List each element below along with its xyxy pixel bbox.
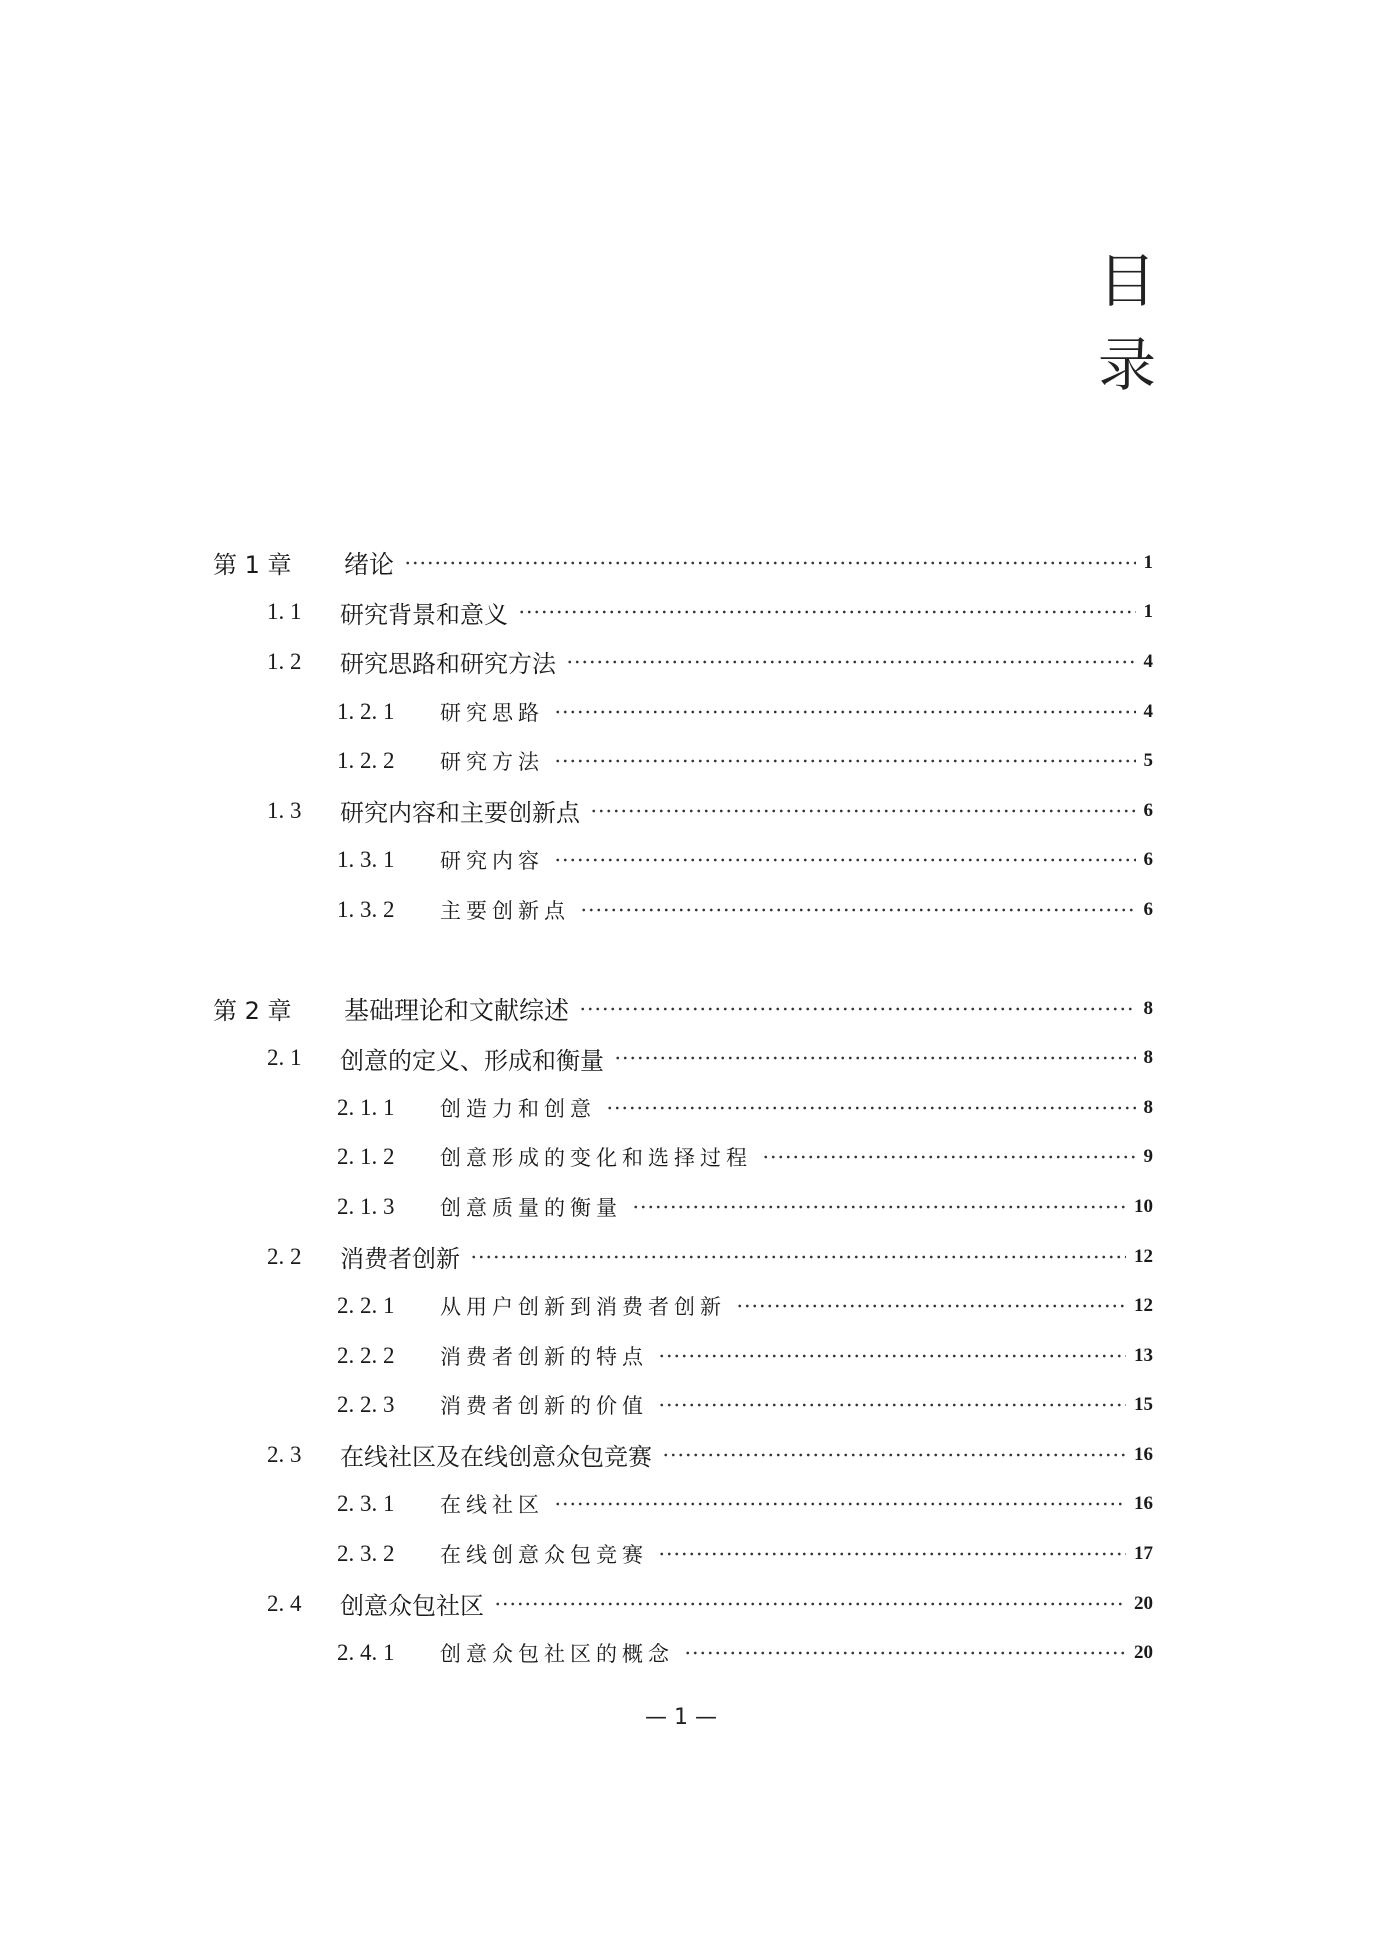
section-number: 1. 2	[267, 648, 302, 674]
toc-section-entry	[213, 588, 1153, 638]
subsection-title: 创造力和创意	[440, 1096, 596, 1121]
dot-leader	[590, 808, 1136, 814]
page-ref: 12	[1134, 1245, 1153, 1267]
subsection-number: 2. 1. 3	[337, 1193, 395, 1219]
subsection-title: 主要创新点	[440, 898, 570, 923]
page-ref: 1	[1143, 601, 1153, 623]
toc-section-entry	[213, 1430, 1153, 1480]
subsection-title: 在线社区	[440, 1493, 544, 1518]
dot-leader	[632, 1204, 1126, 1210]
toc-subsection-entry	[213, 1182, 1153, 1232]
page-ref: 8	[1143, 1096, 1153, 1118]
dot-leader	[658, 1551, 1126, 1557]
subsection-number: 1. 3. 2	[337, 896, 395, 922]
subsection-number: 2. 4. 1	[337, 1640, 395, 1666]
page-ref: 9	[1143, 1146, 1153, 1168]
section-number: 1. 1	[267, 599, 302, 625]
section-number: 2. 1	[267, 1045, 302, 1071]
chapter-title: 绪论	[344, 549, 395, 579]
page-ref: 16	[1134, 1493, 1153, 1515]
dot-leader	[579, 1006, 1135, 1012]
subsection-title: 消费者创新的价值	[440, 1394, 648, 1419]
page-ref: 6	[1143, 799, 1153, 821]
subsection-number: 2. 1. 2	[337, 1144, 395, 1170]
page-ref: 17	[1134, 1543, 1153, 1565]
chapter-label: 第 2 章	[213, 997, 292, 1026]
section-number: 2. 4	[267, 1590, 302, 1616]
section-title: 创意的定义、形成和衡量	[340, 1046, 604, 1075]
section-number: 2. 2	[267, 1243, 302, 1269]
section-title: 消费者创新	[340, 1245, 460, 1274]
page-ref: 13	[1134, 1344, 1153, 1366]
section-title: 创意众包社区	[340, 1592, 484, 1621]
toc-heading-char-1: 目	[1098, 247, 1157, 315]
subsection-title: 创意质量的衡量	[440, 1195, 622, 1220]
subsection-number: 1. 3. 1	[337, 847, 395, 873]
toc-subsection-entry	[213, 687, 1153, 737]
footer-page-number: — 1 —	[645, 1705, 717, 1730]
toc-subsection-entry	[213, 1381, 1153, 1431]
subsection-number: 2. 3. 1	[337, 1491, 395, 1517]
page-ref: 12	[1134, 1295, 1153, 1317]
subsection-title: 消费者创新的特点	[440, 1344, 648, 1369]
page-ref: 8	[1143, 997, 1153, 1019]
page-ref: 4	[1143, 650, 1153, 672]
toc-section-entry	[213, 1579, 1153, 1629]
dot-leader	[554, 857, 1136, 863]
subsection-title: 创意形成的变化和选择过程	[440, 1146, 752, 1171]
dot-leader	[684, 1650, 1126, 1656]
dot-leader	[658, 1402, 1126, 1408]
subsection-number: 2. 2. 3	[337, 1392, 395, 1418]
toc-subsection-entry	[213, 1529, 1153, 1579]
subsection-title: 创意众包社区的概念	[440, 1642, 674, 1667]
subsection-number: 1. 2. 1	[337, 698, 395, 724]
toc-subsection-entry	[213, 736, 1153, 786]
section-number: 2. 3	[267, 1441, 302, 1467]
page-ref: 5	[1143, 750, 1153, 772]
table-of-contents	[213, 538, 1153, 1678]
dot-leader	[518, 609, 1136, 615]
toc-subsection-entry	[213, 1281, 1153, 1331]
section-title: 在线社区及在线创意众包竞赛	[340, 1443, 652, 1472]
page-ref: 6	[1143, 849, 1153, 871]
subsection-number: 2. 2. 1	[337, 1293, 395, 1319]
chapter-label: 第 1 章	[213, 551, 292, 580]
toc-chapter-entry	[213, 984, 1153, 1034]
dot-leader	[554, 1501, 1126, 1507]
section-number: 1. 3	[267, 797, 302, 823]
subsection-title: 研究方法	[440, 750, 544, 775]
dot-leader	[736, 1303, 1126, 1309]
page-ref: 8	[1143, 1047, 1153, 1069]
dot-leader	[658, 1353, 1126, 1359]
toc-section-entry	[213, 637, 1153, 687]
toc-subsection-entry	[213, 1083, 1153, 1133]
toc-chapter-1-block	[213, 538, 1153, 935]
dot-leader	[762, 1154, 1136, 1160]
page-ref: 16	[1134, 1443, 1153, 1465]
page-ref: 4	[1143, 700, 1153, 722]
dot-leader	[580, 907, 1136, 913]
section-title: 研究背景和意义	[340, 600, 508, 629]
toc-heading-char-2: 录	[1098, 331, 1157, 399]
dot-leader	[606, 1105, 1136, 1111]
subsection-title: 在线创意众包竞赛	[440, 1543, 648, 1568]
dot-leader	[494, 1601, 1126, 1607]
toc-subsection-entry	[213, 885, 1153, 935]
toc-section-entry	[213, 1033, 1153, 1083]
toc-subsection-entry	[213, 1628, 1153, 1678]
subsection-title: 从用户创新到消费者创新	[440, 1295, 726, 1320]
subsection-number: 2. 1. 1	[337, 1094, 395, 1120]
section-title: 研究内容和主要创新点	[340, 799, 580, 828]
dot-leader	[554, 709, 1136, 715]
dot-leader	[404, 560, 1135, 566]
subsection-number: 1. 2. 2	[337, 748, 395, 774]
toc-subsection-entry	[213, 1331, 1153, 1381]
subsection-number: 2. 2. 2	[337, 1342, 395, 1368]
toc-subsection-entry	[213, 1480, 1153, 1530]
page-ref: 1	[1143, 551, 1153, 573]
dot-leader	[554, 758, 1136, 764]
page-ref: 6	[1143, 898, 1153, 920]
dot-leader	[470, 1254, 1126, 1260]
toc-subsection-entry	[213, 1133, 1153, 1183]
toc-section-entry	[213, 786, 1153, 836]
page-ref: 20	[1134, 1642, 1153, 1664]
subsection-title: 研究思路	[440, 700, 544, 725]
section-title: 研究思路和研究方法	[340, 650, 556, 679]
chapter-title: 基础理论和文献综述	[344, 995, 570, 1025]
page-ref: 20	[1134, 1592, 1153, 1614]
toc-subsection-entry	[213, 836, 1153, 886]
toc-chapter-2-block	[213, 984, 1153, 1678]
subsection-number: 2. 3. 2	[337, 1541, 395, 1567]
dot-leader	[566, 659, 1136, 665]
page-ref: 15	[1134, 1394, 1153, 1416]
toc-section-entry	[213, 1232, 1153, 1282]
dot-leader	[662, 1452, 1126, 1458]
page-ref: 10	[1134, 1195, 1153, 1217]
dot-leader	[614, 1055, 1136, 1061]
subsection-title: 研究内容	[440, 849, 544, 874]
toc-chapter-entry	[213, 538, 1153, 588]
